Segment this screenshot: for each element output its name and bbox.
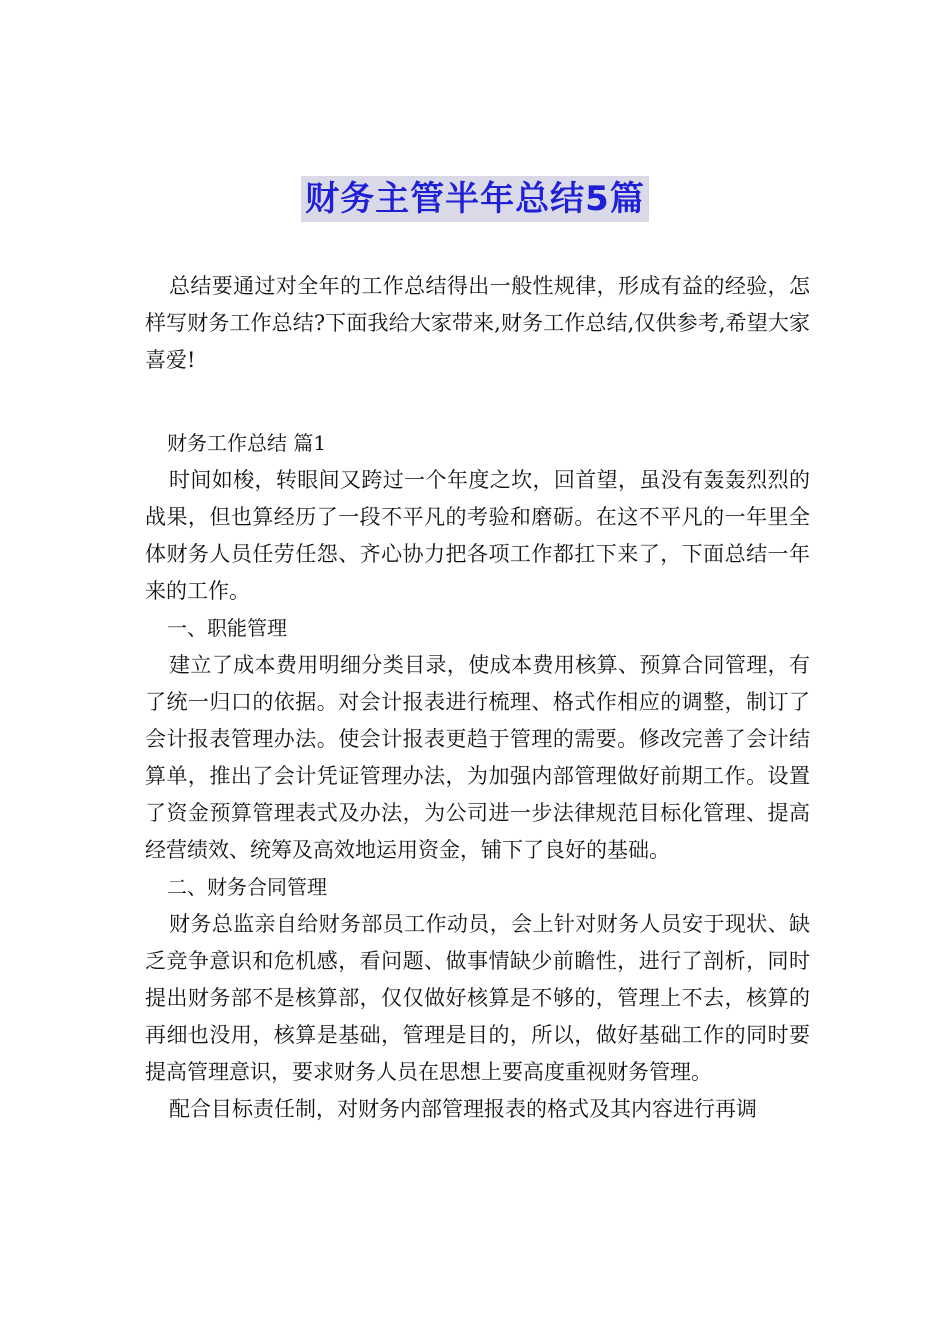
intro-paragraph: 总结要通过对全年的工作总结得出一般性规律，形成有益的经验，怎样写财务工作总结?下面我给大家带来,财务工作总结,仅供参考,希望大家喜爱! [145, 274, 810, 372]
heading-functional-management: 一、职能管理 [167, 616, 287, 640]
paragraph-4: 配合目标责任制，对财务内部管理报表的格式及其内容进行再调 [169, 1097, 757, 1121]
title-container [0, 176, 950, 222]
paragraph-3: 财务总监亲自给财务部员工作动员，会上针对财务人员安于现状、缺乏竞争意识和危机感，看问题、做事情缺少前瞻性，进行了剖析，同时提出财务部不是核算部，仅仅做好核算是不够的，管理上不去，核算的再细也没用，核算是基础，管理是目的，所以，做好基础工作的同时要提高管理意识，要求财务人员在思想上要高度重视财务管理。 [145, 912, 810, 1084]
document-title: 财务主管半年总结5篇 [301, 176, 649, 222]
paragraph-1: 时间如梭，转眼间又跨过一个年度之坎，回首望，虽没有轰轰烈烈的战果，但也算经历了一段不平凡的考验和磨砺。在这不平凡的一年里全体财务人员任劳任怨、齐心协力把各项工作都扛下来了，下面总结一年来的工作。 [145, 468, 810, 603]
heading-contract-management: 二、财务合同管理 [167, 875, 327, 899]
paragraph-2: 建立了成本费用明细分类目录，使成本费用核算、预算合同管理，有了统一归口的依据。对会计报表进行梳理、格式作相应的调整，制订了会计报表管理办法。使会计报表更趋于管理的需要。修改完善了会计结算单，推出了会计凭证管理办法，为加强内部管理做好前期工作。设置了资金预算管理表式及办法，为公司进一步法律规范目标化管理、提高经营绩效、统筹及高效地运用资金，铺下了良好的基础。 [145, 653, 810, 862]
section-title: 财务工作总结 篇1 [167, 431, 327, 455]
document-body [145, 268, 810, 1128]
